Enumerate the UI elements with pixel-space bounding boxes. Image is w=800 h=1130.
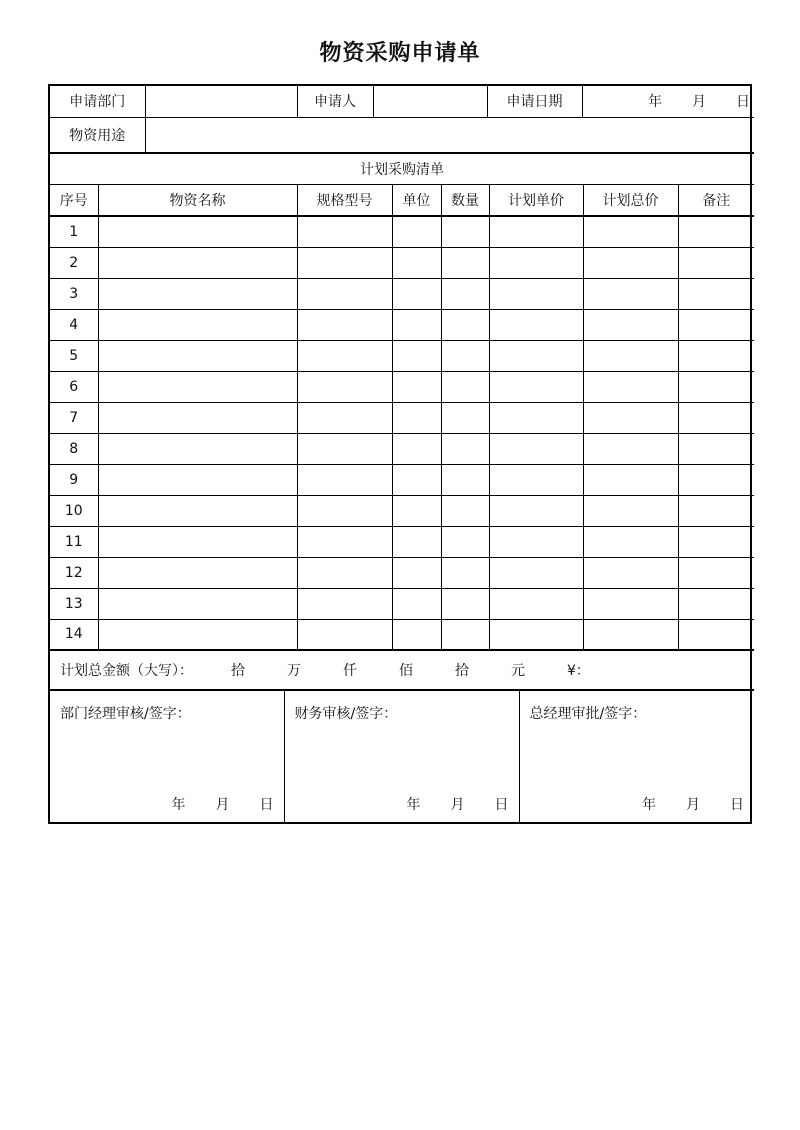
remark-cell[interactable] [678,371,754,402]
total-amount-field[interactable] [50,650,754,689]
row-number: 10 [50,495,98,526]
spec-cell[interactable] [297,588,392,619]
purpose-label: 物资用途 [50,117,145,152]
col-header: 序号 [50,184,98,216]
remark-cell[interactable] [678,216,754,247]
total-unit: 仟 [343,663,357,679]
approval-day: 日 [730,797,744,813]
row-number: 5 [50,340,98,371]
remark-cell[interactable] [678,402,754,433]
plan-rows [50,216,754,650]
total-price-cell[interactable] [583,216,678,247]
spec-cell[interactable] [297,495,392,526]
total-row [50,650,754,689]
remark-cell[interactable] [678,278,754,309]
row-number: 2 [50,247,98,278]
col-header: 计划单价 [489,184,583,216]
item-name-cell[interactable] [98,588,297,619]
item-name-cell[interactable] [98,464,297,495]
item-name-cell[interactable] [98,216,297,247]
unit-cell[interactable] [392,309,441,340]
total-price-cell[interactable] [583,464,678,495]
table-row [50,464,754,495]
col-header: 数量 [441,184,489,216]
item-name-cell[interactable] [98,526,297,557]
col-header: 物资名称 [98,184,297,216]
table-row [50,309,754,340]
spec-cell[interactable] [297,433,392,464]
unit-cell[interactable] [392,619,441,650]
remark-cell[interactable] [678,557,754,588]
table-row [50,402,754,433]
unit-price-cell[interactable] [489,495,583,526]
approval-year: 年 [171,797,186,813]
row-number: 4 [50,309,98,340]
total-unit: 拾 [455,663,469,679]
dept-label: 申请部门 [50,86,145,117]
unit-price-cell[interactable] [489,216,583,247]
unit-price-cell[interactable] [489,464,583,495]
item-name-cell[interactable] [98,340,297,371]
table-row [50,371,754,402]
unit-cell[interactable] [392,247,441,278]
remark-cell[interactable] [678,309,754,340]
approval-label: 总经理审批/签字： [529,706,647,722]
unit-price-cell[interactable] [489,340,583,371]
row-number: 7 [50,402,98,433]
item-name-cell[interactable] [98,371,297,402]
spec-cell[interactable] [297,526,392,557]
item-name-cell[interactable] [98,278,297,309]
date-day: 日 [736,94,750,111]
quantity-cell[interactable] [441,247,489,278]
remark-cell[interactable] [678,247,754,278]
approval-label: 财务审核/签字： [294,706,398,722]
spec-cell[interactable] [297,278,392,309]
unit-cell[interactable] [392,526,441,557]
remark-cell[interactable] [678,526,754,557]
table-row [50,526,754,557]
table-row [50,619,754,650]
spec-cell[interactable] [297,557,392,588]
total-price-cell[interactable] [583,588,678,619]
approval-table [50,689,754,822]
total-unit: 拾 [231,663,245,679]
dept-manager-approval[interactable] [50,690,284,822]
unit-price-cell[interactable] [489,309,583,340]
item-name-cell[interactable] [98,402,297,433]
row-number: 1 [50,216,98,247]
quantity-cell[interactable] [441,371,489,402]
row-number: 14 [50,619,98,650]
quantity-cell[interactable] [441,309,489,340]
total-currency: ¥： [567,663,590,679]
remark-cell[interactable] [678,464,754,495]
col-header: 规格型号 [297,184,392,216]
unit-price-cell[interactable] [489,402,583,433]
approval-label: 部门经理审核/签字： [60,706,191,722]
approval-day: 日 [494,797,509,813]
row-number: 8 [50,433,98,464]
table-row [50,495,754,526]
finance-approval[interactable] [284,690,519,822]
plan-header-row [50,184,754,216]
spec-cell[interactable] [297,464,392,495]
header-table [50,86,754,152]
plan-section-title: 计划采购清单 [50,153,754,184]
remark-cell[interactable] [678,619,754,650]
quantity-cell[interactable] [441,619,489,650]
date-label: 申请日期 [487,86,582,117]
row-number: 6 [50,371,98,402]
table-row [50,588,754,619]
spec-cell[interactable] [297,619,392,650]
total-price-cell[interactable] [583,433,678,464]
unit-price-cell[interactable] [489,433,583,464]
quantity-cell[interactable] [441,495,489,526]
quantity-cell[interactable] [441,433,489,464]
quantity-cell[interactable] [441,216,489,247]
row-number: 12 [50,557,98,588]
unit-cell[interactable] [392,371,441,402]
total-price-cell[interactable] [583,278,678,309]
row-number: 9 [50,464,98,495]
item-name-cell[interactable] [98,247,297,278]
table-row [50,433,754,464]
gm-approval[interactable] [519,690,754,822]
total-unit: 万 [287,663,301,679]
unit-cell[interactable] [392,464,441,495]
unit-cell[interactable] [392,402,441,433]
approval-month: 月 [450,797,465,813]
approval-date [642,794,744,814]
total-unit: 元 [511,663,525,679]
quantity-cell[interactable] [441,278,489,309]
item-name-cell[interactable] [98,557,297,588]
date-year: 年 [648,94,662,111]
remark-cell[interactable] [678,340,754,371]
spec-cell[interactable] [297,216,392,247]
total-price-cell[interactable] [583,402,678,433]
unit-cell[interactable] [392,340,441,371]
approval-date [407,794,509,814]
remark-cell[interactable] [678,495,754,526]
unit-cell[interactable] [392,216,441,247]
quantity-cell[interactable] [441,526,489,557]
unit-price-cell[interactable] [489,588,583,619]
dept-field[interactable] [145,86,297,117]
quantity-cell[interactable] [441,588,489,619]
total-price-cell[interactable] [583,526,678,557]
purchase-request-form [48,84,752,824]
approval-month: 月 [686,797,700,813]
row-number: 11 [50,526,98,557]
item-name-cell[interactable] [98,619,297,650]
date-field[interactable] [582,86,754,117]
applicant-field[interactable] [373,86,487,117]
table-row [50,216,754,247]
approval-date [172,794,274,814]
item-name-cell[interactable] [98,495,297,526]
unit-price-cell[interactable] [489,371,583,402]
remark-cell[interactable] [678,433,754,464]
row-number: 3 [50,278,98,309]
total-price-cell[interactable] [583,340,678,371]
total-price-cell[interactable] [583,557,678,588]
spec-cell[interactable] [297,402,392,433]
approval-month: 月 [215,797,230,813]
item-name-cell[interactable] [98,433,297,464]
spec-cell[interactable] [297,309,392,340]
unit-price-cell[interactable] [489,278,583,309]
total-price-cell[interactable] [583,371,678,402]
unit-cell[interactable] [392,495,441,526]
table-row [50,278,754,309]
spec-cell[interactable] [297,247,392,278]
col-header: 计划总价 [583,184,678,216]
unit-cell[interactable] [392,278,441,309]
table-row [50,340,754,371]
remark-cell[interactable] [678,588,754,619]
total-label: 计划总金额（大写）： [60,663,193,679]
col-header: 单位 [392,184,441,216]
unit-cell[interactable] [392,588,441,619]
quantity-cell[interactable] [441,557,489,588]
plan-table [50,152,754,689]
purpose-field[interactable] [145,117,754,152]
spec-cell[interactable] [297,340,392,371]
form-title: 物资采购申请单 [319,41,481,66]
approval-year: 年 [406,797,421,813]
unit-price-cell[interactable] [489,247,583,278]
total-price-cell[interactable] [583,247,678,278]
unit-price-cell[interactable] [489,557,583,588]
total-price-cell[interactable] [583,619,678,650]
unit-cell[interactable] [392,557,441,588]
applicant-label: 申请人 [297,86,373,117]
row-number: 13 [50,588,98,619]
table-row [50,247,754,278]
unit-price-cell[interactable] [489,526,583,557]
total-unit: 佰 [399,663,413,679]
unit-price-cell[interactable] [489,619,583,650]
spec-cell[interactable] [297,371,392,402]
table-row [50,557,754,588]
approval-day: 日 [259,797,274,813]
quantity-cell[interactable] [441,464,489,495]
approval-year: 年 [642,797,656,813]
unit-cell[interactable] [392,433,441,464]
quantity-cell[interactable] [441,340,489,371]
date-month: 月 [692,94,706,111]
total-price-cell[interactable] [583,495,678,526]
col-header: 备注 [678,184,754,216]
quantity-cell[interactable] [441,402,489,433]
item-name-cell[interactable] [98,309,297,340]
total-price-cell[interactable] [583,309,678,340]
